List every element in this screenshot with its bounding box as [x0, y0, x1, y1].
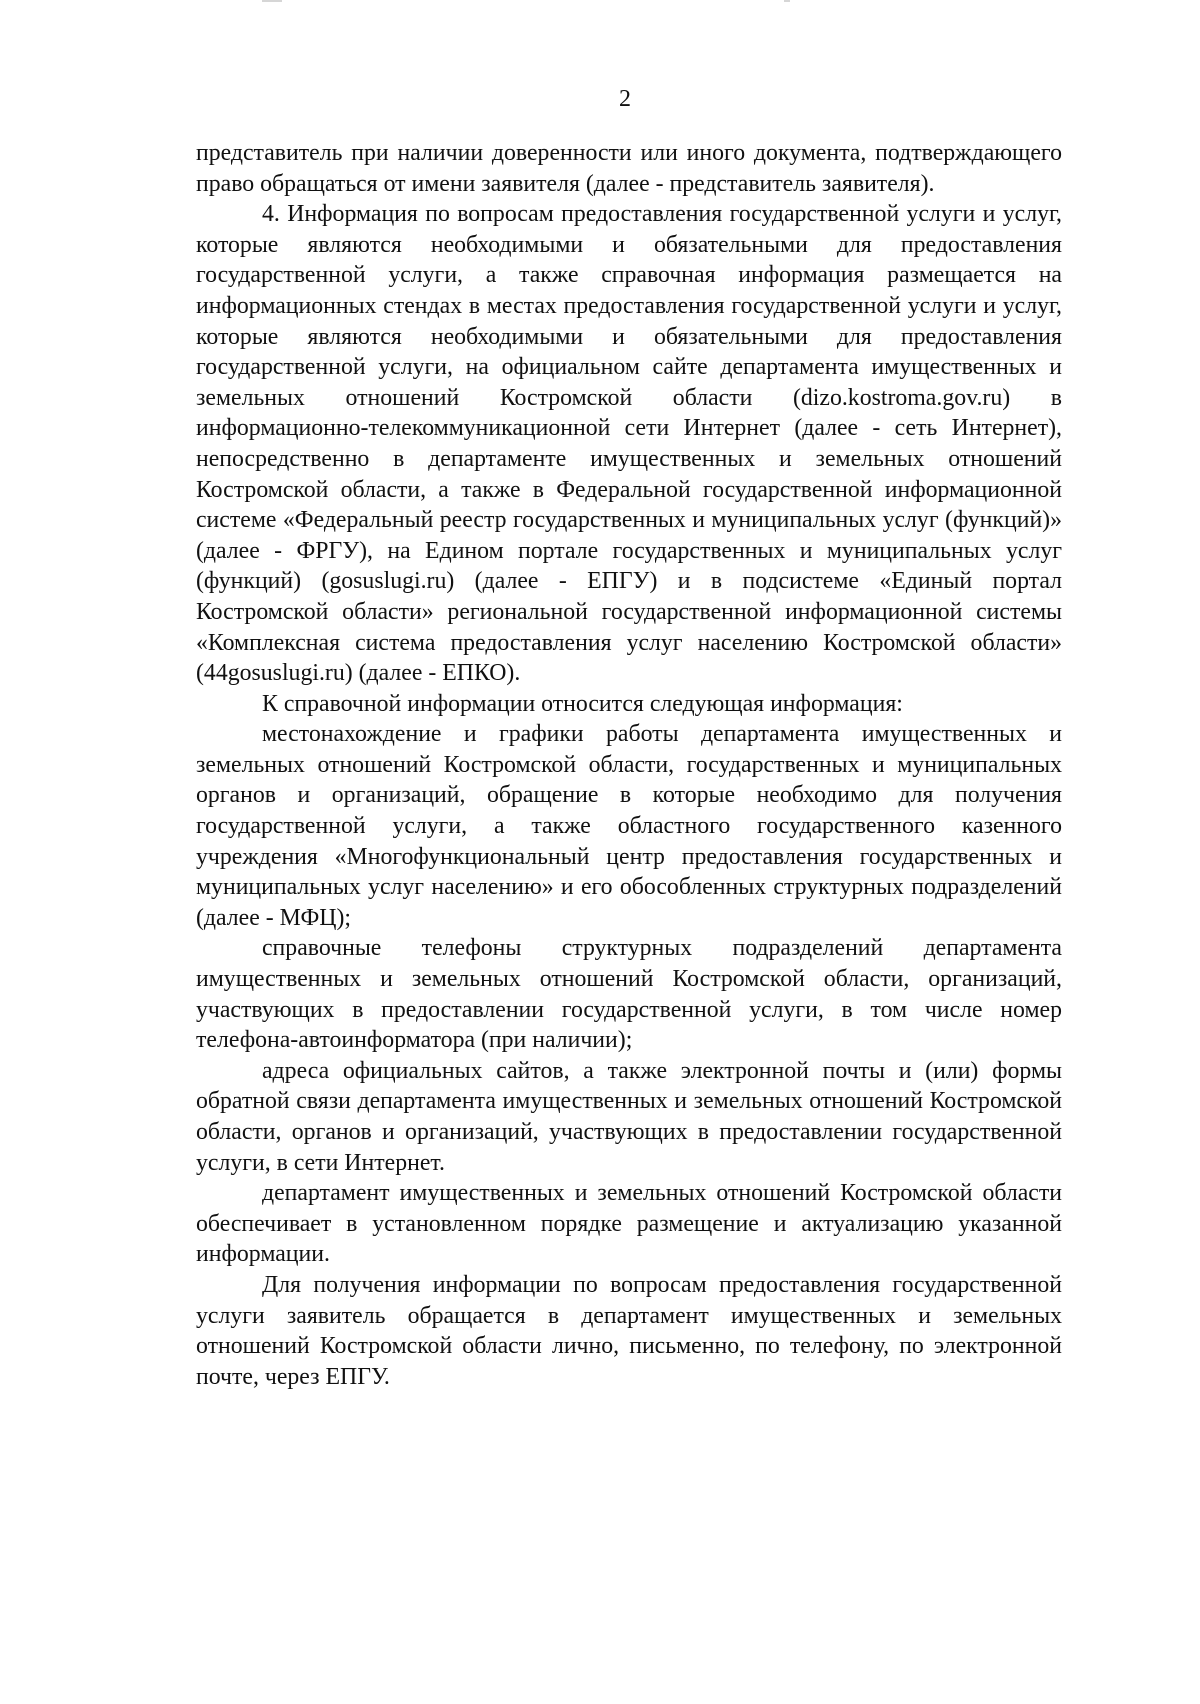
scan-artifact-left: [262, 0, 282, 2]
paragraph-representative: представитель при наличии доверенности или иного документа, подтверждающего право обращаться от имени заявителя (далее - представитель заявителя).: [196, 140, 1062, 197]
paragraph-obtaining-info: Для получения информации по вопросам предоставления государственной услуги заявитель обращается в департамент имущественных и земельных отношений Костромской области лично, письменно, по телефону, по электронной почте, через ЕПГУ.: [196, 1271, 1062, 1390]
paragraph-locations: местонахождение и графики работы департамента имущественных и земельных отношений Костромской области, государственных и муниципальных органов и организаций, обращение в которые необходимо для получения государственной услуги, а также областного государственного казенного учреждения «Многофункциональный центр предоставления государственных и муниципальных услуг населению» и его обособленных структурных подразделений (далее - МФЦ);: [196, 721, 1062, 931]
document-body: [196, 138, 1062, 1392]
paragraph-websites: адреса официальных сайтов, а также электронной почты и (или) формы обратной связи департамента имущественных и земельных отношений Костромской области, органов и организаций, участвующих в предоставлении государственной услуги, в сети Интернет.: [196, 1057, 1062, 1176]
paragraph-reference-intro: К справочной информации относится следующая информация:: [262, 690, 903, 717]
paragraph-department-duty: департамент имущественных и земельных отношений Костромской области обеспечивает в установленном порядке размещение и актуализацию указанной информации.: [196, 1180, 1062, 1268]
paragraph-item-4-information: 4. Информация по вопросам предоставления государственной услуги и услуг, которые являются необходимыми и обязательными для предоставления государственной услуги, а также справочная информация размещается на информационных стендах в местах предоставления государственной услуги и услуг, которые являются необходимыми и обязательными для предоставления государственной услуги, на официальном сайте департамента имущественных и земельных отношений Костромской области (dizo.kostroma.gov.ru) в информационно-телекоммуникационной сети Интернет (далее - сеть Интернет), непосредственно в департаменте имущественных и земельных отношений Костромской области, а также в Федеральной государственной информационной системе «Федеральный реестр государственных и муниципальных услуг (функций)» (далее - ФРГУ), на Едином портале государственных и муниципальных услуг (функций) (gosuslugi.ru) (далее - ЕПГУ) и в подсистеме «Единый портал Костромской области» региональной государственной информационной системы «Комплексная система предоставления услуг населению Костромской области» (44gosuslugi.ru) (далее - ЕПКО).: [196, 201, 1062, 687]
paragraph-phones: справочные телефоны структурных подразделений департамента имущественных и земельных отношений Костромской области, организаций, участвующих в предоставлении государственной услуги, в том числе номер телефона-автоинформатора (при наличии);: [196, 935, 1062, 1054]
page-number: 2: [619, 86, 631, 112]
scan-artifact-right: [784, 0, 790, 2]
